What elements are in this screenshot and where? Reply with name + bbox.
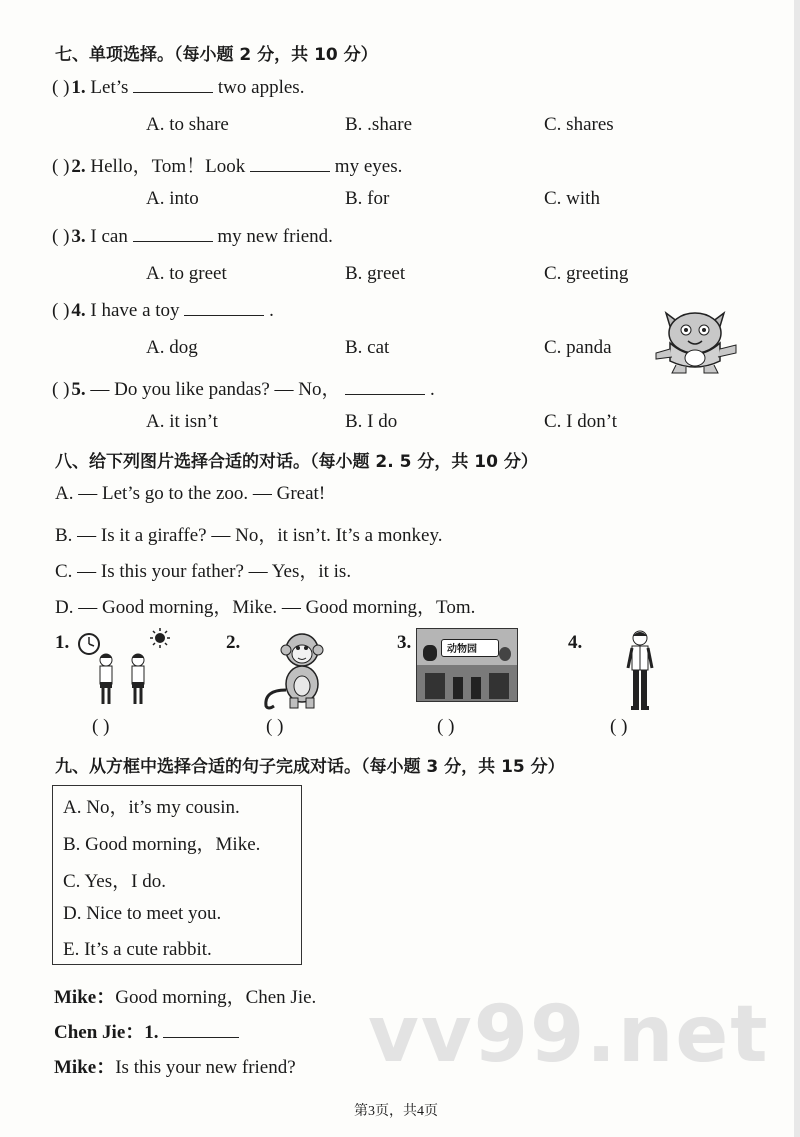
question-blank [345,393,425,395]
question-5-option-a: A. it isn’t [146,411,218,432]
dialog-b: B. — Is it a giraffe? — No，it isn’t. It’s a monkey. [55,525,443,546]
picture-4-number: 4. [568,632,583,653]
box-option-a: A. No，it’s my cousin. [63,797,240,818]
question-4 [52,300,274,322]
answer-paren[interactable]: ( ) [52,77,70,98]
picture-2-number: 2. [226,632,241,653]
box-option-d: D. Nice to meet you. [63,903,222,924]
picture-1-answer[interactable]: ( ) [92,716,110,737]
box-option-b: B. Good morning，Mike. [63,834,261,855]
question-text: I can [90,226,128,247]
section8-title: 八、给下列图片选择合适的对话。（每小题 2. 5 分，共 10 分） [55,452,538,472]
page-edge [794,0,800,1137]
box-option-c: C. Yes，I do. [63,871,166,892]
question-4-option-a: A. dog [146,337,198,358]
picture-2-answer[interactable]: ( ) [266,716,284,737]
father-picture [626,630,654,712]
section7-title: 七、单项选择。（每小题 2 分，共 10 分） [55,45,378,65]
watermark: vv99.net [368,990,770,1080]
question-5-option-c: C. I don’t [544,411,618,432]
zoo-sign: 动物园 [447,644,477,655]
answer-blank[interactable] [163,1036,239,1038]
dialog-d: D. — Good morning，Mike. — Good morning，Tom. [55,597,476,618]
question-number: 2. [71,156,86,177]
question-text: Hello，Tom！Look [90,156,246,177]
blank-number: 1. [144,1022,159,1043]
question-text-end: two apples. [217,77,305,98]
morning-greeting-picture [76,626,176,712]
question-5 [52,374,435,401]
dialog-line-2 [54,1017,239,1044]
question-1-option-a: A. to share [146,114,229,135]
question-blank [184,314,264,316]
zoo-picture [416,628,518,702]
question-1 [52,77,304,99]
monkey-picture [258,630,334,712]
question-text-end: my eyes. [334,156,403,177]
question-4-option-b: B. cat [345,337,390,358]
speaker: Chen Jie： [54,1022,145,1043]
picture-4-answer[interactable]: ( ) [610,716,628,737]
question-1-option-c: C. shares [544,114,614,135]
question-blank [133,240,213,242]
speaker: Mike： [54,1057,116,1078]
picture-3-answer[interactable]: ( ) [437,716,455,737]
dialog-line-3 [54,1052,296,1079]
question-text: — Do you like pandas? — No， [90,379,341,400]
page-footer: 第3页，共4页 [354,1104,438,1119]
question-text-end: . [269,300,274,321]
question-number: 1. [71,77,86,98]
answer-paren[interactable]: ( ) [52,300,70,321]
question-1-option-b: B. .share [345,114,413,135]
question-3-option-b: B. greet [345,263,406,284]
question-blank [250,170,330,172]
dialog-text: Is this your new friend? [115,1057,296,1078]
question-3-option-a: A. to greet [146,263,227,284]
picture-1-number: 1. [55,632,70,653]
question-2-option-c: C. with [544,188,600,209]
speaker: Mike： [54,987,116,1008]
answer-paren[interactable]: ( ) [52,379,70,400]
question-text-end: my new friend. [217,226,333,247]
cat-picture [652,303,738,375]
question-text: Let’s [90,77,129,98]
question-5-option-b: B. I do [345,411,398,432]
dialog-a: A. — Let’s go to the zoo. — Great! [55,483,326,504]
question-3-option-c: C. greeting [544,263,629,284]
question-3 [52,226,333,248]
question-number: 5. [71,379,86,400]
dialog-text: Good morning，Chen Jie. [115,987,317,1008]
answer-choices-box [52,785,302,965]
question-text: I have a toy [90,300,180,321]
question-4-option-c: C. panda [544,337,612,358]
question-number: 4. [71,300,86,321]
question-blank [133,91,213,93]
question-text-end: . [430,379,435,400]
box-option-e: E. It’s a cute rabbit. [63,939,212,960]
answer-paren[interactable]: ( ) [52,156,70,177]
picture-3-number: 3. [397,632,412,653]
section9-title: 九、从方框中选择合适的句子完成对话。（每小题 3 分，共 15 分） [55,757,565,777]
dialog-line-1 [54,982,316,1009]
question-2-option-a: A. into [146,188,199,209]
question-number: 3. [71,226,86,247]
dialog-c: C. — Is this your father? — Yes，it is. [55,561,352,582]
question-2-option-b: B. for [345,188,390,209]
answer-paren[interactable]: ( ) [52,226,70,247]
question-2 [52,151,402,178]
